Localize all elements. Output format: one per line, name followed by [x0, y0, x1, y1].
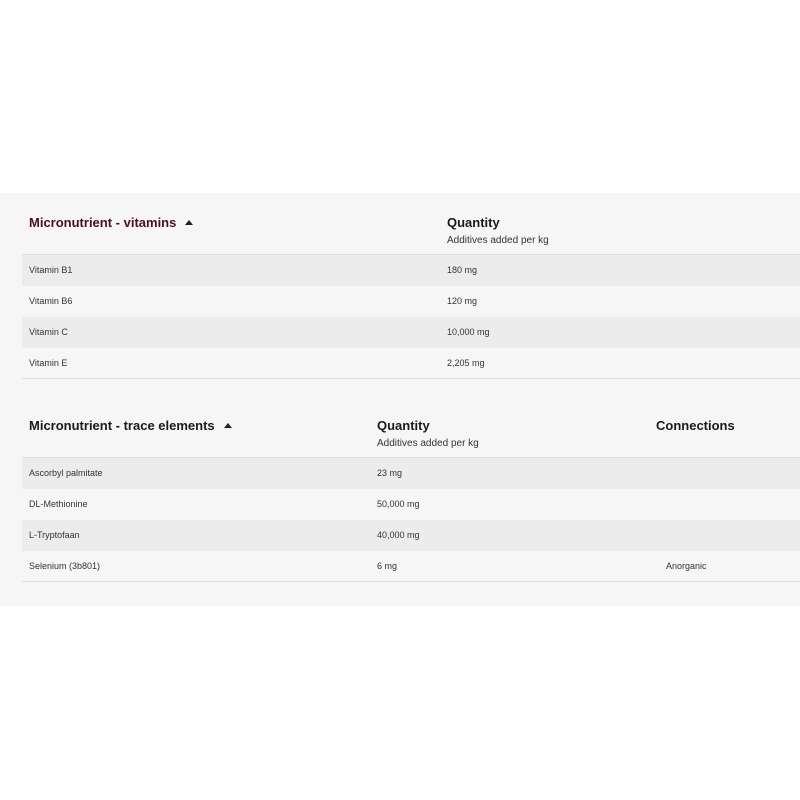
table-row: [22, 255, 800, 286]
trace-elements-table-header: [22, 396, 800, 458]
nutrient-quantity: 180 mg: [447, 265, 478, 275]
nutrient-quantity: 40,000 mg: [377, 530, 420, 540]
table-row: [22, 348, 800, 379]
table-row: [22, 317, 800, 348]
trace-elements-quantity-column-header: [377, 418, 479, 449]
nutrient-quantity: 6 mg: [377, 561, 398, 571]
nutrient-name: L-Tryptofaan: [29, 530, 80, 540]
nutrient-quantity: 23 mg: [377, 468, 403, 478]
trace-elements-name-column-header[interactable]: [29, 418, 232, 433]
nutrient-name: Vitamin B1: [29, 265, 73, 275]
vitamins-column-title: Micronutrient - vitamins: [29, 215, 177, 230]
nutrient-name: DL-Methionine: [29, 499, 88, 509]
trace-elements-column-title: Micronutrient - trace elements: [29, 418, 215, 433]
nutrient-quantity: 120 mg: [447, 296, 478, 306]
nutrient-quantity: 50,000 mg: [377, 499, 420, 509]
table-row: [22, 458, 800, 489]
sort-up-icon[interactable]: [224, 423, 232, 428]
connections-title: Connections: [656, 418, 735, 433]
table-row: [22, 286, 800, 317]
vitamins-table-header: [22, 193, 800, 255]
table-row: [22, 489, 800, 520]
nutrient-name: Vitamin C: [29, 327, 68, 337]
quantity-title: Quantity: [377, 418, 430, 433]
nutrient-name: Ascorbyl palmitate: [29, 468, 103, 478]
quantity-title: Quantity: [447, 215, 500, 230]
vitamins-table: [22, 193, 800, 379]
nutrition-panel: [0, 193, 800, 606]
nutrient-connection: Anorganic: [666, 561, 707, 571]
vitamins-quantity-column-header: [447, 215, 549, 246]
nutrient-quantity: 2,205 mg: [447, 358, 485, 368]
nutrient-name: Selenium (3b801): [29, 561, 101, 571]
quantity-subtitle: Additives added per kg: [377, 438, 479, 449]
nutrient-quantity: 10,000 mg: [447, 327, 490, 337]
quantity-subtitle: Additives added per kg: [447, 235, 549, 246]
connections-column-header: [656, 418, 735, 433]
trace-elements-table: [22, 396, 800, 582]
nutrient-name: Vitamin E: [29, 358, 68, 368]
table-row: [22, 551, 800, 582]
nutrient-name: Vitamin B6: [29, 296, 73, 306]
sort-up-icon[interactable]: [185, 220, 193, 225]
table-row: [22, 520, 800, 551]
vitamins-name-column-header[interactable]: [29, 215, 193, 230]
